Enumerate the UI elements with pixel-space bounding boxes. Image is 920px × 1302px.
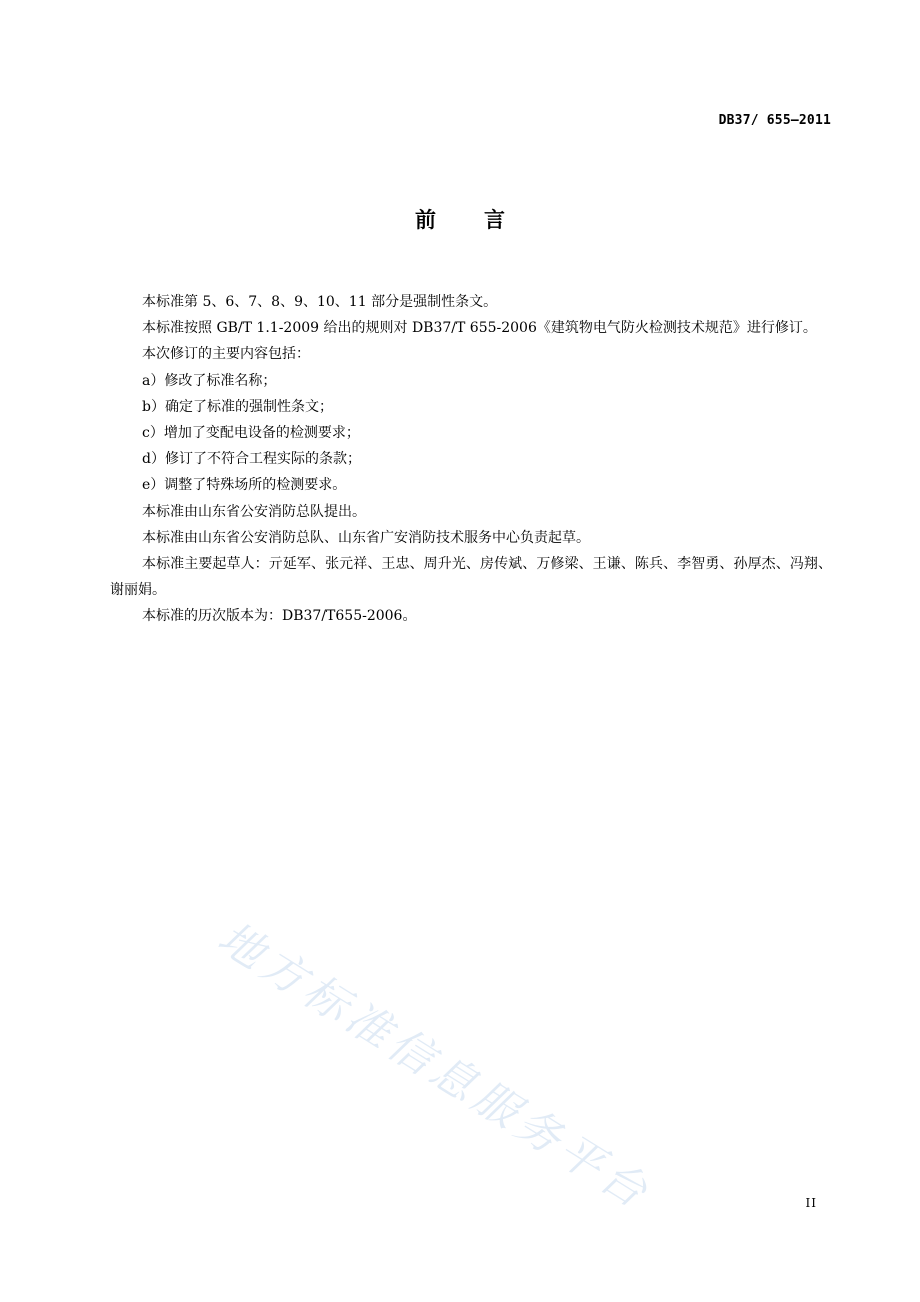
paragraph: 本标准的历次版本为：DB37/T655-2006。 xyxy=(142,608,417,625)
page-number: II xyxy=(805,1196,817,1210)
paragraph: 本标准由山东省公安消防总队、山东省广安消防技术服务中心负责起草。 xyxy=(142,529,590,546)
paragraph: 本标准主要起草人：亓延军、张元祥、王忠、周升光、房传斌、万修梁、王谦、陈兵、李智勇、孙厚杰、冯翔、谢丽娟。 xyxy=(110,556,832,599)
list-item: a）修改了标准名称； xyxy=(142,372,277,389)
list-item: c）增加了变配电设备的检测要求； xyxy=(142,425,360,442)
document-body xyxy=(110,289,832,630)
paragraph: 本标准按照 GB/T 1.1-2009 给出的规则对 DB37/T 655-2006《建筑物电气防火检测技术规范》进行修订。 xyxy=(142,320,817,337)
list-item: d）修订了不符合工程实际的条款； xyxy=(142,451,361,468)
list-item: e）调整了特殊场所的检测要求。 xyxy=(142,477,347,494)
paragraph: 本标准第 5、6、7、8、9、10、11 部分是强制性条文。 xyxy=(142,294,498,310)
paragraph: 本标准由山东省公安消防总队提出。 xyxy=(142,503,366,520)
paragraph: 本次修订的主要内容包括： xyxy=(142,346,310,363)
page-title: 前言 xyxy=(415,208,553,232)
standard-code: DB37/ 655—2011 xyxy=(718,113,831,128)
watermark: 地方标准信息服务平台 xyxy=(209,912,661,1221)
list-item: b）确定了标准的强制性条文； xyxy=(142,398,333,415)
